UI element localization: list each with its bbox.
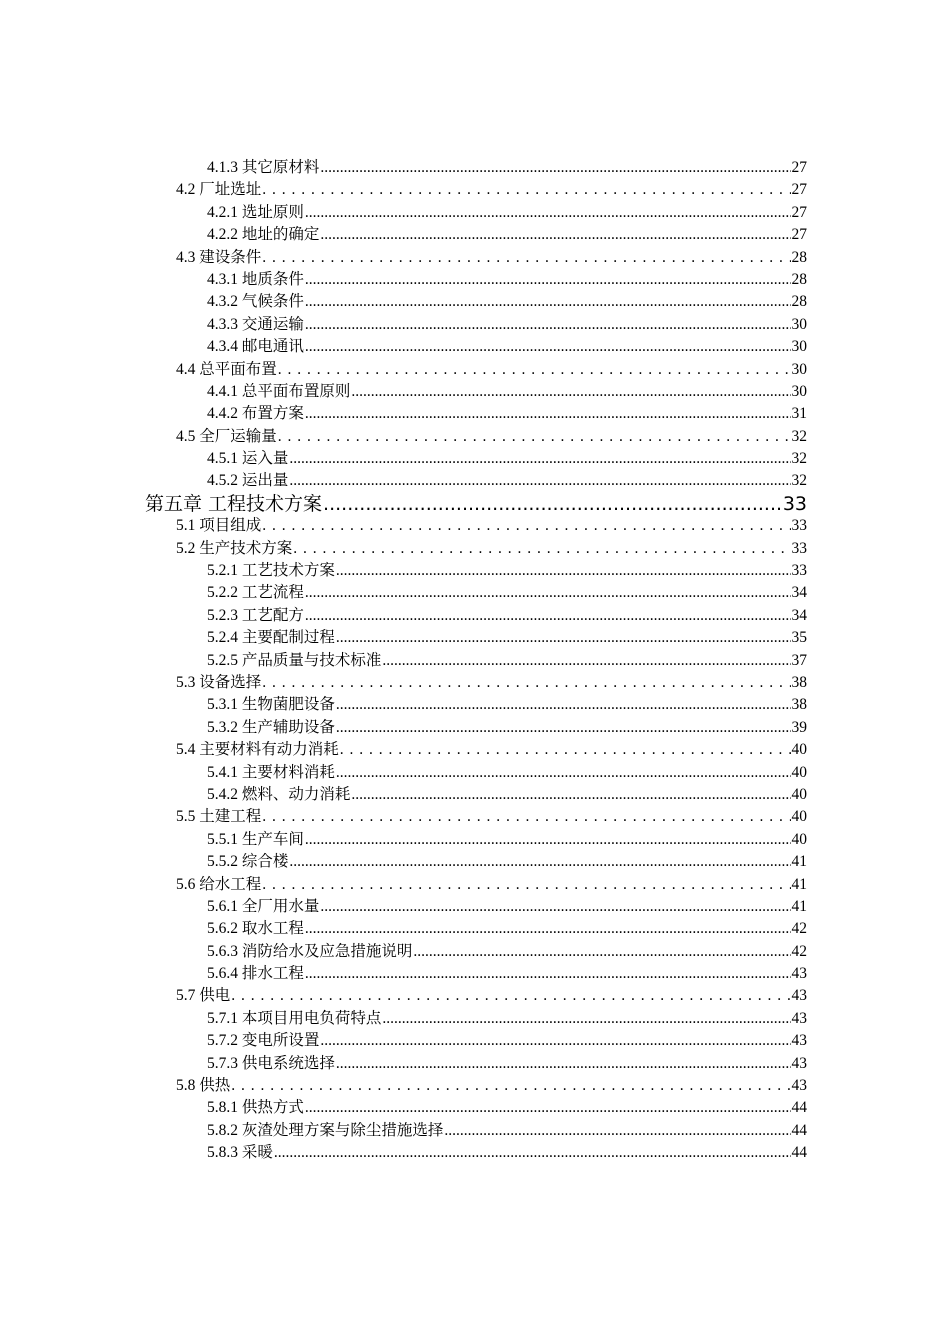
toc-entry[interactable] (0, 247, 807, 269)
toc-entry-label: 5.6.4 排水工程 (207, 965, 304, 983)
dot-leader (320, 224, 790, 246)
dot-leader (262, 672, 790, 694)
toc-entry[interactable] (0, 1030, 807, 1052)
toc-entry-label: 4.1.3 其它原材料 (207, 159, 320, 176)
toc-entry-page: 33 (782, 492, 807, 515)
toc-entry[interactable] (0, 448, 807, 470)
toc-entry-page: 40 (791, 741, 807, 759)
toc-entry-page: 37 (791, 651, 807, 669)
toc-entry[interactable] (0, 314, 807, 336)
toc-entry-label: 5.6.3 消防给水及应急措施说明 (207, 942, 413, 960)
dot-leader (320, 896, 790, 918)
toc-entry-label: 5.5.1 生产车间 (207, 830, 304, 848)
dot-leader (231, 1075, 790, 1097)
toc-entry[interactable] (0, 381, 807, 403)
toc-entry[interactable] (0, 829, 807, 851)
dot-leader (320, 1030, 790, 1052)
toc-entry-page: 44 (791, 1121, 807, 1139)
toc-entry[interactable] (0, 202, 807, 224)
toc-entry-label: 5.7.1 本项目用电负荷特点 (207, 1009, 382, 1027)
toc-entry[interactable] (0, 157, 807, 179)
toc-entry[interactable] (0, 627, 807, 649)
toc-entry-label: 5.7.2 变电所设置 (207, 1032, 320, 1050)
toc-entry-label: 4.3.1 地质条件 (207, 270, 304, 288)
dot-leader (289, 470, 790, 492)
toc-entry-label: 5.4.2 燃料、动力消耗 (207, 785, 351, 803)
toc-entry-label: 5.6.1 全厂用水量 (207, 897, 320, 915)
toc-entry[interactable] (0, 1075, 807, 1097)
dot-leader (262, 874, 790, 896)
toc-entry-label: 4.3.4 邮电通讯 (207, 338, 304, 356)
toc-entry[interactable] (0, 515, 807, 537)
dot-leader (340, 739, 791, 761)
dot-leader (382, 1008, 790, 1030)
toc-entry-page: 32 (791, 472, 807, 490)
dot-leader (305, 336, 791, 358)
toc-entry-label: 4.2.2 地址的确定 (207, 226, 320, 244)
toc-entry-label: 5.8.3 采暖 (207, 1144, 273, 1162)
toc-entry[interactable] (0, 1097, 807, 1119)
dot-leader (262, 247, 790, 269)
dot-leader (305, 291, 791, 313)
toc-entry-page: 30 (791, 382, 807, 400)
toc-entry[interactable] (0, 426, 807, 448)
toc-entry[interactable] (0, 694, 807, 716)
toc-entry-page: 44 (791, 1099, 807, 1117)
toc-entry[interactable] (0, 717, 807, 739)
toc-entry[interactable] (0, 896, 807, 918)
toc-entry[interactable] (0, 1053, 807, 1075)
toc-entry-label: 5.3.2 生产辅助设备 (207, 718, 335, 736)
toc-entry-label: 5.8.1 供热方式 (207, 1099, 304, 1117)
dot-leader (305, 403, 791, 425)
toc-entry-page: 40 (791, 763, 807, 781)
toc-entry-label: 4.5.2 运出量 (207, 472, 289, 490)
dot-leader (305, 829, 791, 851)
toc-entry-label: 5.2.4 主要配制过程 (207, 629, 335, 647)
toc-entry-label: 4.3 建设条件 (176, 248, 262, 266)
toc-entry-page: 32 (791, 427, 807, 445)
toc-entry-page: 31 (791, 405, 807, 423)
toc-entry-label: 4.2 厂址选址 (176, 181, 262, 199)
toc-entry[interactable] (0, 179, 807, 201)
dot-leader (289, 851, 790, 873)
toc-entry[interactable] (0, 963, 807, 985)
toc-entry-page: 30 (791, 360, 807, 378)
toc-entry[interactable] (0, 784, 807, 806)
toc-entry[interactable] (0, 470, 807, 492)
toc-entry-label: 5.8.2 灰渣处理方案与除尘措施选择 (207, 1121, 444, 1139)
toc-entry[interactable] (0, 605, 807, 627)
toc-entry-label: 5.1 项目组成 (176, 517, 262, 535)
dot-leader (262, 179, 790, 201)
toc-entry-page: 43 (791, 965, 807, 983)
toc-entry-page: 39 (791, 718, 807, 736)
dot-leader (351, 784, 790, 806)
toc-entry[interactable] (0, 851, 807, 873)
toc-entry-label: 5.4.1 主要材料消耗 (207, 763, 335, 781)
toc-entry-label: 5.2.5 产品质量与技术标准 (207, 651, 382, 669)
dot-leader (336, 762, 791, 784)
toc-entry-label: 5.2.2 工艺流程 (207, 584, 304, 602)
dot-leader (336, 694, 791, 716)
toc-entry[interactable] (0, 560, 807, 582)
toc-entry-page: 40 (791, 785, 807, 803)
toc-entry-page: 30 (791, 315, 807, 333)
dot-leader (413, 941, 790, 963)
dot-leader (274, 1142, 791, 1164)
toc-entry[interactable] (0, 582, 807, 604)
toc-entry-label: 5.5 土建工程 (176, 808, 262, 826)
toc-entry[interactable] (0, 739, 807, 761)
toc-entry-page: 38 (791, 673, 807, 691)
toc-entry[interactable] (0, 538, 807, 560)
toc-entry-page: 32 (791, 450, 807, 468)
toc-entry-label: 4.4.2 布置方案 (207, 405, 304, 423)
toc-entry-page: 43 (791, 1077, 807, 1095)
toc-entry-label: 5.5.2 综合楼 (207, 853, 289, 871)
toc-entry-page: 27 (791, 203, 807, 221)
dot-leader (336, 1053, 791, 1075)
dot-leader (382, 650, 790, 672)
toc-entry-page: 41 (791, 853, 807, 871)
toc-entry-page: 27 (791, 159, 807, 176)
toc-entry-label: 4.4.1 总平面布置原则 (207, 382, 351, 400)
toc-entry[interactable] (0, 269, 807, 291)
toc-entry-label: 5.7 供电 (176, 987, 231, 1005)
toc-entry-page: 33 (791, 562, 807, 580)
toc-entry-label: 4.4 总平面布置 (176, 360, 277, 378)
dot-leader (305, 605, 791, 627)
dot-leader (262, 806, 790, 828)
toc-entry-label: 5.7.3 供电系统选择 (207, 1054, 335, 1072)
toc-entry-page: 34 (791, 584, 807, 602)
toc-entry-page: 27 (791, 226, 807, 244)
toc-entry-label: 5.2 生产技术方案 (176, 539, 293, 557)
dot-leader (336, 717, 791, 739)
dot-leader (305, 314, 791, 336)
toc-entry-page: 41 (791, 875, 807, 893)
toc-entry[interactable] (0, 918, 807, 940)
dot-leader (289, 448, 790, 470)
toc-entry-page: 43 (791, 1054, 807, 1072)
dot-leader (305, 269, 791, 291)
toc-entry[interactable] (0, 1142, 807, 1164)
toc-entry-label: 5.2.1 工艺技术方案 (207, 562, 335, 580)
toc-entry-page: 34 (791, 606, 807, 624)
toc-entry-label: 5.4 主要材料有动力消耗 (176, 741, 339, 759)
dot-leader (278, 359, 791, 381)
dot-leader (336, 560, 791, 582)
toc-entry-page: 42 (791, 920, 807, 938)
toc-entry-page: 43 (791, 1032, 807, 1050)
dot-leader (305, 963, 791, 985)
toc-entry-page: 40 (791, 808, 807, 826)
toc-entry-page: 28 (791, 248, 807, 266)
dot-leader (262, 515, 790, 537)
toc-entry[interactable] (0, 941, 807, 963)
toc-entry-label: 5.3 设备选择 (176, 673, 262, 691)
toc-entry-page: 43 (791, 1009, 807, 1027)
toc-entry[interactable] (0, 1008, 807, 1030)
toc-entry[interactable] (0, 403, 807, 425)
dot-leader (351, 381, 790, 403)
toc-entry[interactable] (0, 1120, 807, 1142)
dot-leader (323, 493, 782, 515)
toc-entry[interactable] (0, 762, 807, 784)
toc-entry-page: 28 (791, 293, 807, 311)
toc-entry-page: 33 (791, 517, 807, 535)
dot-leader (305, 1097, 791, 1119)
toc-entry-label: 5.6 给水工程 (176, 875, 262, 893)
table-of-contents (0, 157, 950, 1165)
toc-entry-page: 42 (791, 942, 807, 960)
toc-entry-page: 40 (791, 830, 807, 848)
toc-entry[interactable] (0, 672, 807, 694)
toc-entry-page: 30 (791, 338, 807, 356)
toc-entry-label: 4.2.1 选址原则 (207, 203, 304, 221)
toc-entry[interactable] (0, 985, 807, 1007)
dot-leader (444, 1120, 790, 1142)
toc-entry-page: 35 (791, 629, 807, 647)
toc-entry-label: 5.8 供热 (176, 1077, 231, 1095)
toc-entry-page: 43 (791, 987, 807, 1005)
dot-leader (278, 426, 791, 448)
dot-leader (336, 627, 791, 649)
toc-entry-label: 4.3.2 气候条件 (207, 293, 304, 311)
toc-entry-page: 33 (791, 539, 807, 557)
toc-entry[interactable] (0, 874, 807, 896)
toc-entry-page: 28 (791, 270, 807, 288)
toc-entry[interactable] (0, 224, 807, 246)
toc-entry[interactable] (0, 650, 807, 672)
toc-entry[interactable] (0, 359, 807, 381)
toc-entry[interactable] (0, 806, 807, 828)
dot-leader (231, 985, 790, 1007)
toc-chapter-entry[interactable] (0, 493, 807, 515)
toc-entry[interactable] (0, 336, 807, 358)
toc-entry-label: 4.5 全厂运输量 (176, 427, 277, 445)
toc-entry-page: 38 (791, 696, 807, 714)
toc-entry-label: 第五章 工程技术方案 (145, 492, 323, 515)
dot-leader (305, 918, 791, 940)
toc-entry-label: 5.6.2 取水工程 (207, 920, 304, 938)
dot-leader (305, 202, 791, 224)
toc-entry[interactable] (0, 291, 807, 313)
toc-entry-label: 5.2.3 工艺配方 (207, 606, 304, 624)
toc-entry-page: 41 (791, 897, 807, 915)
toc-entry-label: 4.5.1 运入量 (207, 450, 289, 468)
dot-leader (293, 538, 790, 560)
dot-leader (320, 157, 790, 179)
toc-entry-page: 27 (791, 181, 807, 199)
toc-entry-page: 44 (791, 1144, 807, 1162)
dot-leader (305, 582, 791, 604)
toc-entry-label: 5.3.1 生物菌肥设备 (207, 696, 335, 714)
toc-entry-label: 4.3.3 交通运输 (207, 315, 304, 333)
